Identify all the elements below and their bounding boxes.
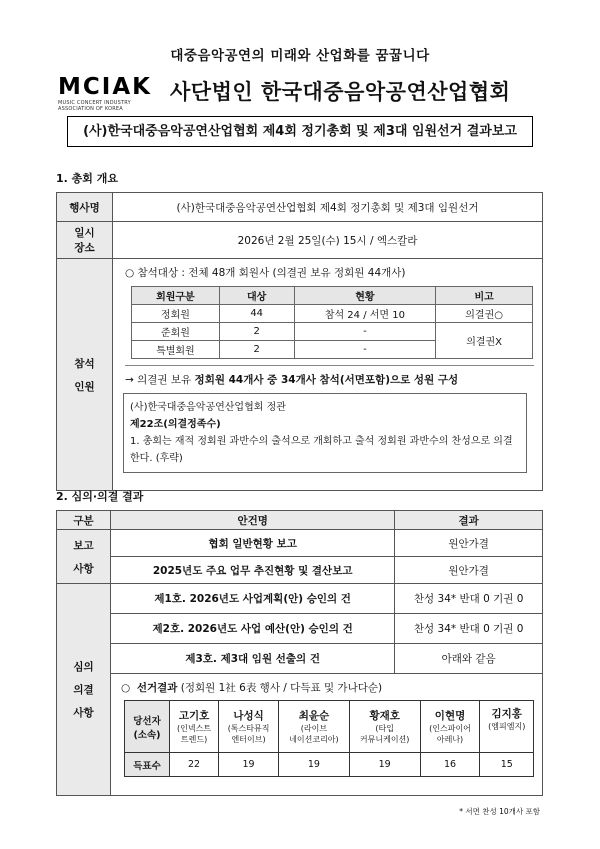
- agenda-name: 제1호. 2026년도 사업계획(안) 승인의 건: [111, 584, 395, 614]
- event-value: (사)한국대중음악공연산업협회 제4회 정기총회 및 제3대 임원선거: [113, 193, 543, 222]
- logo-subtitle-line: MUSIC CONCERT INDUSTRY: [58, 100, 131, 106]
- resolutions-table: [56, 510, 543, 796]
- datetime-label: 일시 장소: [57, 222, 113, 259]
- vote-count: 19: [219, 753, 279, 777]
- quorum-statement: → 의결권 보유 정회원 44개사 중 34개사 참석(서면포함)으로 성원 구성: [125, 365, 534, 387]
- col-category: 구분: [57, 511, 111, 530]
- section-1-heading: 1. 총회 개요: [56, 172, 118, 185]
- members-col-status: 현황: [294, 287, 436, 305]
- datetime-value: 2026년 2월 25일(수) 15시 / 엑스칼라: [113, 222, 543, 259]
- attendance-label: 참석 인원: [57, 259, 113, 491]
- articles-title: (사)한국대중음악공연산업협회 정관: [130, 402, 286, 413]
- candidate: 최윤순 (라이브 네이션코리아): [279, 701, 350, 753]
- member-type: 특별회원: [132, 341, 220, 359]
- members-col-type: 회원구분: [132, 287, 220, 305]
- member-status: -: [294, 323, 436, 341]
- election-results: [111, 674, 543, 796]
- footnote: * 서면 찬성 10개사 포함: [459, 807, 540, 816]
- members-col-count: 대상: [219, 287, 294, 305]
- member-count: 44: [219, 305, 294, 323]
- document-title: (사)한국대중음악공연산업협회 제4회 정기총회 및 제3대 임원선거 결과보고: [67, 116, 533, 147]
- agenda-result: 원안가결: [395, 530, 543, 557]
- organization-name: 사단법인 한국대중음악공연산업협회: [170, 80, 511, 104]
- election-heading: ○ 선거결과 (정회원 1社 6表 행사 / 다득표 및 가나다순): [121, 682, 383, 694]
- candidate: 이현명 (인스파이어 아레나): [420, 701, 480, 753]
- member-count: 2: [219, 341, 294, 359]
- vote-count: 15: [480, 753, 534, 777]
- election-table: [124, 700, 534, 777]
- member-note: 의결권○: [436, 305, 533, 323]
- decision-label: 심의 의결 사항: [57, 584, 111, 796]
- member-count: 2: [219, 323, 294, 341]
- logo-subtitle-line: ASSOCIATION OF KOREA: [58, 106, 123, 112]
- logo-subtitle: [58, 100, 154, 112]
- article-name: 제22조(의결정족수): [130, 419, 221, 430]
- col-agenda: 안건명: [111, 511, 395, 530]
- event-label: 행사명: [57, 193, 113, 222]
- agenda-result: 찬성 34* 반대 0 기권 0: [395, 614, 543, 644]
- attendance-content: [113, 259, 543, 491]
- section-2-heading: 2. 심의·의결 결과: [56, 490, 144, 503]
- members-table: [131, 286, 533, 359]
- article-text: 1. 총회는 재적 정회원 과반수의 출석으로 개회하고 출석 정회원 과반수의 찬성으로 의결한다. (후략): [130, 436, 513, 464]
- candidate-header: 당선자 (소속): [125, 701, 170, 753]
- member-status: 참석 24 / 서면 10: [294, 305, 436, 323]
- agenda-result: 찬성 34* 반대 0 기권 0: [395, 584, 543, 614]
- articles-box: [123, 393, 527, 473]
- overview-table: [56, 192, 543, 491]
- vote-count: 22: [170, 753, 219, 777]
- agenda-result: 아래와 같음: [395, 644, 543, 674]
- member-type: 정회원: [132, 305, 220, 323]
- vote-header: 득표수: [125, 753, 170, 777]
- candidate: 나성식 (톡스타뮤직 엔터이브): [219, 701, 279, 753]
- col-result: 결과: [395, 511, 543, 530]
- report-label: 보고 사항: [57, 530, 111, 584]
- candidate: 김지홍 (엠피엠지): [480, 701, 534, 753]
- member-type: 준회원: [132, 323, 220, 341]
- agenda-name: 제2호. 2026년도 사업 예산(안) 승인의 건: [111, 614, 395, 644]
- mciak-logo: [58, 76, 154, 112]
- slogan: 대중음악공연의 미래와 산업화를 꿈꿉니다: [170, 48, 430, 64]
- attendance-target: ○ 참석대상 : 전체 48개 회원사 (의결권 보유 정회원 44개사): [125, 267, 406, 279]
- vote-count: 19: [279, 753, 350, 777]
- logo-text: MCIAK: [58, 74, 152, 100]
- member-status: -: [294, 341, 436, 359]
- agenda-name: 협회 일반현황 보고: [111, 530, 395, 557]
- member-note-merged: 의결권X: [436, 323, 533, 359]
- candidate: 고기호 (인넥스트 트렌드): [170, 701, 219, 753]
- agenda-name: 제3호. 제3대 임원 선출의 건: [111, 644, 395, 674]
- vote-count: 16: [420, 753, 480, 777]
- vote-count: 19: [349, 753, 420, 777]
- candidate: 황재호 (타입 커뮤니케이션): [349, 701, 420, 753]
- members-col-note: 비고: [436, 287, 533, 305]
- agenda-name: 2025년도 주요 업무 추진현황 및 결산보고: [111, 557, 395, 584]
- agenda-result: 원안가결: [395, 557, 543, 584]
